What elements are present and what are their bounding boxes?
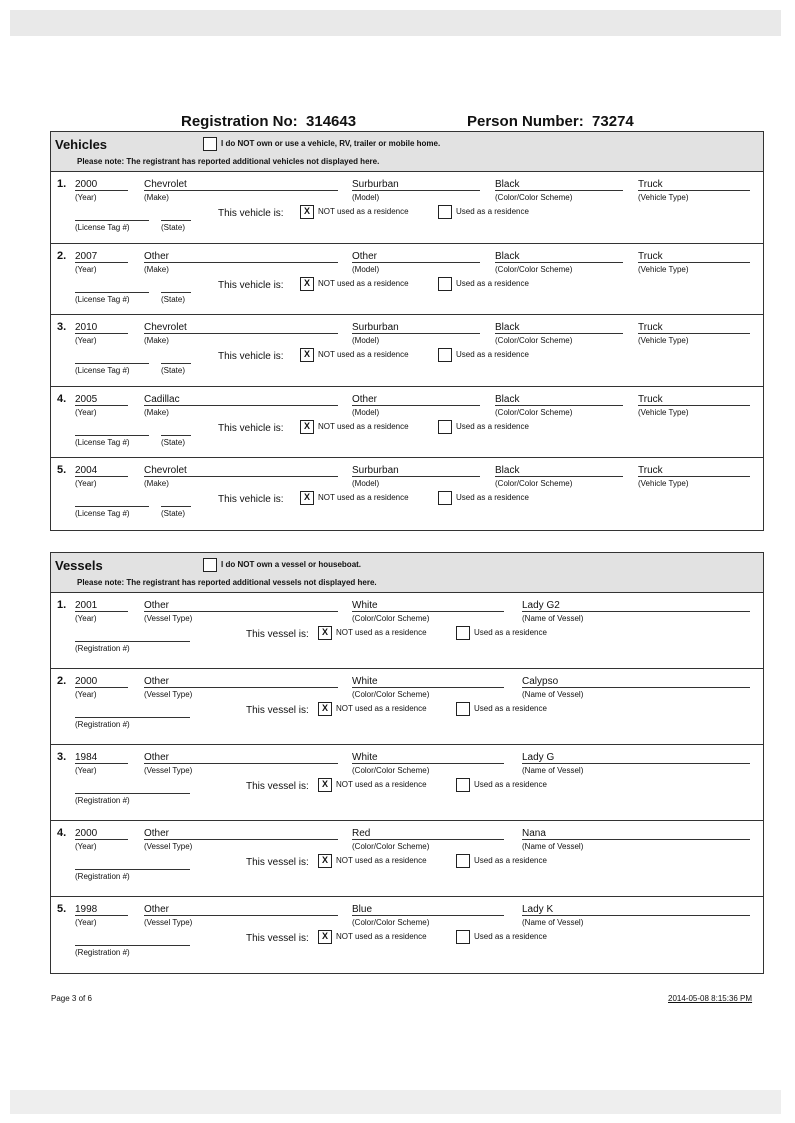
- vessel-name-field-label: (Name of Vessel): [522, 842, 584, 851]
- year-field-value: 1998: [75, 904, 128, 916]
- vehicle-type-field: [638, 322, 750, 346]
- usage-label: This vehicle is:: [218, 351, 284, 363]
- residence-label: Used as a residence: [474, 628, 547, 637]
- vehicle-entry: [51, 315, 763, 387]
- vehicle-entry: [51, 458, 763, 530]
- year-field: [75, 752, 128, 776]
- vessel-type-field-value: Other: [144, 676, 338, 688]
- entry-number: 1.: [57, 178, 67, 190]
- year-field: [75, 394, 128, 418]
- vessel-type-field-value: Other: [144, 904, 338, 916]
- model-field-value: Surburban: [352, 465, 480, 477]
- residence-checkbox[interactable]: [456, 702, 470, 716]
- usage-label: This vessel is:: [246, 781, 309, 792]
- year-field: [75, 322, 128, 346]
- vessel-type-field: [144, 600, 338, 624]
- not-residence-checkbox[interactable]: X: [300, 420, 314, 434]
- entry-number: 2.: [57, 675, 67, 687]
- vessel-name-field-value: Nana: [522, 828, 750, 840]
- person-number: Person Number: 73274: [467, 113, 634, 130]
- not-residence-label: NOT used as a residence: [336, 780, 427, 789]
- license-tag-field-label: (License Tag #): [75, 435, 149, 448]
- usage-label: This vessel is:: [246, 629, 309, 640]
- license-tag-field: [75, 220, 149, 233]
- year-field-label: (Year): [75, 336, 97, 346]
- color-field: [495, 394, 623, 418]
- registration-field: [75, 717, 190, 730]
- registration-field: [75, 641, 190, 654]
- year-field: [75, 600, 128, 624]
- make-field: [144, 394, 338, 418]
- state-field: [161, 506, 191, 519]
- year-field-value: 1984: [75, 752, 128, 764]
- vehicles-title: Vehicles: [55, 137, 108, 152]
- color-field: [352, 828, 504, 852]
- color-field-value: White: [352, 752, 504, 764]
- color-field-label: (Color/Color Scheme): [352, 766, 430, 775]
- entry-number: 4.: [57, 392, 67, 405]
- no-vehicle-checkbox[interactable]: [203, 137, 217, 151]
- color-field-label: (Color/Color Scheme): [495, 336, 573, 346]
- year-field-label: (Year): [75, 614, 97, 623]
- make-field-value: Chevrolet: [144, 322, 338, 334]
- vessel-type-field: [144, 752, 338, 776]
- residence-label: Used as a residence: [474, 856, 547, 865]
- vessel-entry: [51, 669, 763, 745]
- residence-checkbox[interactable]: [438, 420, 452, 434]
- vehicle-type-field-value: Truck: [638, 179, 750, 191]
- color-field: [495, 179, 623, 203]
- usage-label: This vessel is:: [246, 705, 309, 716]
- no-vehicle-label: I do NOT own or use a vehicle, RV, trailer or mobile home.: [221, 139, 441, 148]
- make-field: [144, 179, 338, 203]
- residence-label: Used as a residence: [474, 780, 547, 789]
- not-residence-checkbox[interactable]: X: [300, 205, 314, 219]
- color-field: [495, 251, 623, 275]
- year-field: [75, 676, 128, 700]
- state-field-label: (State): [161, 435, 191, 448]
- residence-checkbox[interactable]: [438, 348, 452, 362]
- residence-label: Used as a residence: [456, 278, 529, 288]
- year-field-label: (Year): [75, 918, 97, 927]
- vessel-name-field-label: (Name of Vessel): [522, 918, 584, 927]
- registration-field: [75, 869, 190, 882]
- vessel-type-field-label: (Vessel Type): [144, 614, 193, 623]
- model-field: [352, 251, 480, 275]
- not-residence-checkbox[interactable]: X: [318, 854, 332, 868]
- not-residence-checkbox[interactable]: X: [300, 348, 314, 362]
- vessel-name-field: [522, 600, 750, 624]
- vehicles-header: [51, 132, 763, 172]
- vehicle-type-field: [638, 251, 750, 275]
- not-residence-checkbox[interactable]: X: [318, 930, 332, 944]
- no-vessel-label: I do NOT own a vessel or houseboat.: [221, 560, 362, 569]
- registration-field: [75, 793, 190, 806]
- vessel-type-field-label: (Vessel Type): [144, 766, 193, 775]
- vessel-name-field-value: Lady G2: [522, 600, 750, 612]
- residence-checkbox[interactable]: [438, 205, 452, 219]
- vessels-note: Please note: The registrant has reported additional vessels not displayed here.: [77, 578, 377, 587]
- color-field-value: White: [352, 676, 504, 688]
- residence-checkbox[interactable]: [438, 491, 452, 505]
- not-residence-label: NOT used as a residence: [336, 856, 427, 865]
- make-field-label: (Make): [144, 193, 169, 202]
- year-field-value: 2007: [75, 251, 128, 263]
- usage-label: This vehicle is:: [218, 279, 284, 291]
- make-field-label: (Make): [144, 479, 169, 489]
- license-tag-field-label: (License Tag #): [75, 506, 149, 519]
- entry-number: 3.: [57, 751, 67, 763]
- registration-field: [75, 945, 190, 958]
- entry-number: 1.: [57, 599, 67, 611]
- vessel-name-field: [522, 752, 750, 776]
- year-field: [75, 251, 128, 275]
- color-field-value: Blue: [352, 904, 504, 916]
- color-field: [352, 904, 504, 928]
- license-tag-field: [75, 292, 149, 305]
- entry-number: 2.: [57, 249, 67, 262]
- vehicle-type-field-value: Truck: [638, 322, 750, 334]
- color-field-value: Black: [495, 251, 623, 263]
- usage-label: This vehicle is:: [218, 422, 284, 434]
- color-field: [495, 465, 623, 489]
- year-field-value: 2010: [75, 322, 128, 334]
- license-tag-field: [75, 506, 149, 519]
- year-field-label: (Year): [75, 690, 97, 699]
- make-field-value: Chevrolet: [144, 465, 338, 477]
- vessel-name-field-label: (Name of Vessel): [522, 690, 584, 699]
- model-field: [352, 179, 480, 203]
- model-field: [352, 322, 480, 346]
- entry-number: 5.: [57, 903, 67, 915]
- vehicles-panel: [50, 131, 764, 531]
- residence-label: Used as a residence: [456, 421, 529, 431]
- vessel-type-field-label: (Vessel Type): [144, 918, 193, 927]
- vehicle-type-field: [638, 465, 750, 489]
- scan-top-band: [10, 10, 781, 36]
- license-tag-field: [75, 363, 149, 376]
- color-field-label: (Color/Color Scheme): [352, 918, 430, 927]
- model-field-value: Other: [352, 394, 480, 406]
- model-field-label: (Model): [352, 264, 380, 274]
- year-field-label: (Year): [75, 842, 97, 851]
- not-residence-checkbox[interactable]: X: [318, 778, 332, 792]
- vessel-type-field-value: Other: [144, 752, 338, 764]
- state-field: [161, 363, 191, 376]
- color-field-label: (Color/Color Scheme): [495, 193, 573, 202]
- make-field-value: Chevrolet: [144, 179, 338, 191]
- entry-number: 4.: [57, 827, 67, 839]
- registration-field-label: (Registration #): [75, 945, 190, 958]
- vehicle-entry: [51, 244, 763, 316]
- color-field-label: (Color/Color Scheme): [352, 690, 430, 699]
- make-field-label: (Make): [144, 407, 169, 417]
- vehicle-type-field-label: (Vehicle Type): [638, 193, 689, 202]
- year-field-value: 2000: [75, 676, 128, 688]
- make-field: [144, 465, 338, 489]
- vessel-type-field-label: (Vessel Type): [144, 690, 193, 699]
- not-residence-label: NOT used as a residence: [318, 207, 409, 216]
- residence-checkbox[interactable]: [456, 778, 470, 792]
- year-field-label: (Year): [75, 193, 97, 202]
- vehicle-type-field-label: (Vehicle Type): [638, 479, 689, 489]
- vehicle-entry: [51, 172, 763, 244]
- registration-field-label: (Registration #): [75, 717, 190, 730]
- no-vessel-checkbox[interactable]: [203, 558, 217, 572]
- usage-label: This vehicle is:: [218, 208, 284, 219]
- vessel-name-field: [522, 676, 750, 700]
- make-field: [144, 322, 338, 346]
- year-field-value: 2001: [75, 600, 128, 612]
- color-field: [352, 676, 504, 700]
- residence-label: Used as a residence: [456, 350, 529, 360]
- not-residence-label: NOT used as a residence: [318, 493, 409, 503]
- page-number: Page 3 of 6: [51, 994, 92, 1003]
- state-field: [161, 220, 191, 233]
- vessel-name-field-value: Lady G: [522, 752, 750, 764]
- vessel-entry: [51, 821, 763, 897]
- not-residence-checkbox[interactable]: X: [300, 491, 314, 505]
- year-field: [75, 465, 128, 489]
- residence-checkbox[interactable]: [456, 854, 470, 868]
- vessels-title: Vessels: [55, 558, 103, 573]
- vessel-name-field: [522, 904, 750, 928]
- vessels-header: [51, 553, 763, 593]
- vessel-type-field-value: Other: [144, 828, 338, 840]
- year-field-label: (Year): [75, 766, 97, 775]
- color-field-value: Black: [495, 322, 623, 334]
- model-field-label: (Model): [352, 479, 380, 489]
- vehicle-entry: [51, 387, 763, 459]
- color-field-label: (Color/Color Scheme): [495, 479, 573, 489]
- residence-label: Used as a residence: [474, 704, 547, 713]
- year-field-value: 2000: [75, 179, 128, 191]
- make-field-value: Cadillac: [144, 394, 338, 406]
- usage-label: This vessel is:: [246, 933, 309, 944]
- vessel-type-field: [144, 676, 338, 700]
- year-field: [75, 904, 128, 928]
- residence-checkbox[interactable]: [456, 626, 470, 640]
- license-tag-field-label: (License Tag #): [75, 292, 149, 305]
- vehicle-type-field-label: (Vehicle Type): [638, 264, 689, 274]
- vessel-entry: [51, 593, 763, 669]
- state-field: [161, 292, 191, 305]
- color-field-label: (Color/Color Scheme): [352, 842, 430, 851]
- vessel-name-field-value: Calypso: [522, 676, 750, 688]
- color-field-label: (Color/Color Scheme): [495, 407, 573, 417]
- residence-label: Used as a residence: [456, 207, 529, 216]
- vessel-entry: [51, 897, 763, 973]
- usage-label: This vessel is:: [246, 857, 309, 868]
- vessel-name-field-label: (Name of Vessel): [522, 614, 584, 623]
- registration-number: Registration No: 314643: [181, 113, 357, 130]
- not-residence-label: NOT used as a residence: [336, 704, 427, 713]
- not-residence-label: NOT used as a residence: [336, 932, 427, 941]
- not-residence-label: NOT used as a residence: [318, 350, 409, 360]
- license-tag-field-label: (License Tag #): [75, 363, 149, 376]
- vessel-type-field: [144, 828, 338, 852]
- entry-number: 5.: [57, 464, 67, 477]
- registration-field-label: (Registration #): [75, 869, 190, 882]
- vehicle-type-field-label: (Vehicle Type): [638, 407, 689, 417]
- vehicles-note: Please note: The registrant has reported additional vehicles not displayed here.: [77, 157, 380, 166]
- scan-bottom-band: [10, 1090, 781, 1114]
- year-field-value: 2000: [75, 828, 128, 840]
- model-field: [352, 394, 480, 418]
- color-field-label: (Color/Color Scheme): [495, 264, 573, 274]
- make-field-label: (Make): [144, 336, 169, 346]
- not-residence-checkbox[interactable]: X: [300, 277, 314, 291]
- color-field: [352, 600, 504, 624]
- residence-label: Used as a residence: [474, 932, 547, 941]
- year-field-label: (Year): [75, 479, 97, 489]
- color-field-value: Red: [352, 828, 504, 840]
- not-residence-label: NOT used as a residence: [318, 278, 409, 288]
- year-field-label: (Year): [75, 407, 97, 417]
- vehicle-type-field: [638, 179, 750, 203]
- vehicle-list: [51, 172, 763, 530]
- vehicle-type-field-value: Truck: [638, 394, 750, 406]
- state-field-label: (State): [161, 292, 191, 305]
- registration-field-label: (Registration #): [75, 641, 190, 654]
- color-field-value: Black: [495, 465, 623, 477]
- year-field-label: (Year): [75, 264, 97, 274]
- vessel-list: [51, 593, 763, 973]
- entry-number: 3.: [57, 321, 67, 334]
- vehicle-type-field-value: Truck: [638, 251, 750, 263]
- license-tag-field-label: (License Tag #): [75, 220, 149, 233]
- model-field-label: (Model): [352, 336, 380, 346]
- state-field-label: (State): [161, 506, 191, 519]
- year-field: [75, 828, 128, 852]
- residence-checkbox[interactable]: [438, 277, 452, 291]
- vehicle-type-field-value: Truck: [638, 465, 750, 477]
- vehicle-type-field-label: (Vehicle Type): [638, 336, 689, 346]
- model-field-value: Surburban: [352, 179, 480, 191]
- color-field-value: Black: [495, 394, 623, 406]
- year-field-value: 2004: [75, 465, 128, 477]
- color-field: [352, 752, 504, 776]
- vessel-name-field: [522, 828, 750, 852]
- state-field-label: (State): [161, 363, 191, 376]
- vessel-type-field: [144, 904, 338, 928]
- model-field-value: Other: [352, 251, 480, 263]
- vehicle-type-field: [638, 394, 750, 418]
- make-field-label: (Make): [144, 264, 169, 274]
- not-residence-label: NOT used as a residence: [336, 628, 427, 637]
- registration-field-label: (Registration #): [75, 793, 190, 806]
- not-residence-label: NOT used as a residence: [318, 421, 409, 431]
- print-timestamp: 2014-05-08 8:15:36 PM: [668, 994, 753, 1003]
- vessel-entry: [51, 745, 763, 821]
- residence-checkbox[interactable]: [456, 930, 470, 944]
- usage-label: This vehicle is:: [218, 494, 284, 506]
- color-field-value: Black: [495, 179, 623, 191]
- model-field: [352, 465, 480, 489]
- vessel-name-field-label: (Name of Vessel): [522, 766, 584, 775]
- color-field-label: (Color/Color Scheme): [352, 614, 430, 623]
- model-field-label: (Model): [352, 407, 380, 417]
- vessels-panel: [50, 552, 764, 974]
- vessel-type-field-value: Other: [144, 600, 338, 612]
- make-field: [144, 251, 338, 275]
- model-field-label: (Model): [352, 193, 380, 202]
- color-field: [495, 322, 623, 346]
- model-field-value: Surburban: [352, 322, 480, 334]
- not-residence-checkbox[interactable]: X: [318, 702, 332, 716]
- year-field: [75, 179, 128, 203]
- make-field-value: Other: [144, 251, 338, 263]
- state-field-label: (State): [161, 220, 191, 233]
- vessel-name-field-value: Lady K: [522, 904, 750, 916]
- license-tag-field: [75, 435, 149, 448]
- residence-label: Used as a residence: [456, 493, 529, 503]
- color-field-value: White: [352, 600, 504, 612]
- state-field: [161, 435, 191, 448]
- vessel-type-field-label: (Vessel Type): [144, 842, 193, 851]
- not-residence-checkbox[interactable]: X: [318, 626, 332, 640]
- year-field-value: 2005: [75, 394, 128, 406]
